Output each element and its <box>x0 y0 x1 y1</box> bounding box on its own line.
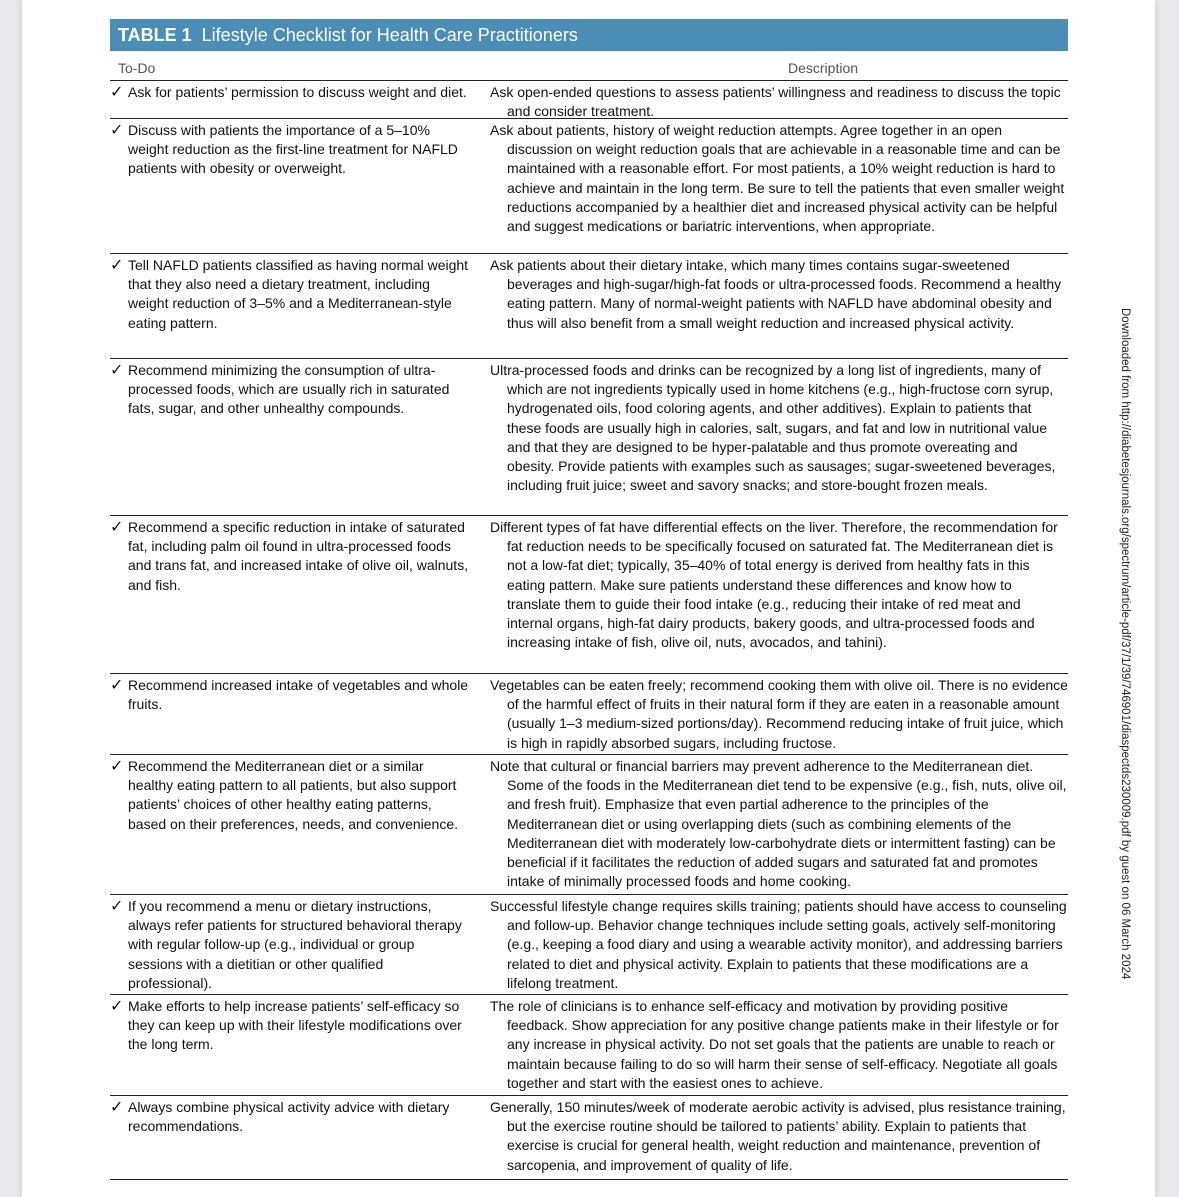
todo-text: Recommend the Mediterranean diet or a similar healthy eating pattern to all patients, but also support patients’ choices of other healthy eating patterns, based on their preferences, needs, and convenience. <box>128 758 459 832</box>
todo-text: Ask for patients’ permission to discuss weight and diet. <box>128 84 467 100</box>
table-header <box>110 56 1068 81</box>
description-cell <box>490 755 1068 894</box>
table-row <box>110 995 1068 1096</box>
description-header: Description <box>787 60 859 76</box>
todo-cell <box>110 516 490 673</box>
description-cell <box>490 359 1068 515</box>
description-text: Ask patients about their dietary intake, which many times contains sugar-sweetened beverages and high-sugar/high-fat foods or ultra-processed foods. Recommend a healthy eating pattern. Many of normal-weight patients with NAFLD have abdominal obesity and thus will also benefit from a small weight reduction and increased physical activity. <box>490 257 1062 331</box>
todo-header: To-Do <box>118 60 156 76</box>
checkmark-icon: ✓ <box>110 519 124 536</box>
table-row <box>110 81 1068 119</box>
table-row <box>110 119 1068 254</box>
description-cell <box>490 254 1068 358</box>
description-cell <box>490 895 1068 994</box>
description-text: Ask open-ended questions to assess patients’ willingness and readiness to discuss the topic and consider treatment. <box>490 84 1061 120</box>
todo-cell <box>110 254 490 358</box>
checkmark-icon: ✓ <box>110 998 124 1015</box>
table-row <box>110 755 1068 895</box>
todo-text: If you recommend a menu or dietary instructions, always refer patients for structured behavioral therapy with regular follow-up (e.g., individual or group sessions with a dietitian or other qualified professional). <box>128 898 462 991</box>
todo-text: Recommend increased intake of vegetables and whole fruits. <box>128 677 469 713</box>
download-note: Downloaded from http://diabetesjournals.org/spectrum/article-pdf/37/1/39/746901/diaspectds230009.pdf by guest on 06 March 2024 <box>1119 308 1131 980</box>
todo-cell <box>110 755 490 894</box>
table-row <box>110 254 1068 359</box>
description-text: The role of clinicians is to enhance self-efficacy and motivation by providing positive feedback. Show appreciation for any positive change patients make in their lifestyle or for any increase in physical activity. Do not set goals that the patients are unable to reach or maintain because failing to do so will harm their sense of self-efficacy. Negotiate all goals together and start with the easiest ones to achieve. <box>490 998 1059 1091</box>
todo-text: Tell NAFLD patients classified as having normal weight that they also need a dietary treatment, including weight reduction of 3–5% and a Mediterranean-style eating pattern. <box>128 257 469 331</box>
checkmark-icon: ✓ <box>110 758 124 775</box>
description-text: Different types of fat have differential effects on the liver. Therefore, the recommendation for fat reduction needs to be specifically focused on saturated fat. The Mediterranean diet is not a low-fat diet; typically, 35–40% of total energy is derived from healthy fats in this eating pattern. Make sure patients understand these differences and know how to translate them to guide their food intake (e.g., reducing their intake of red meat and internal organs, high-fat dairy products, bakery goods, and ultra-processed foods and increasing intake of fish, olive oil, nuts, avocados, and tahini). <box>490 519 1058 651</box>
description-text: Ask about patients, history of weight reduction attempts. Agree together in an open discussion on weight reduction goals that are achievable in a reasonable time and can be maintained with a reasonable effort. For most patients, a 10% weight reduction is hard to achieve and maintain in the long term. Be sure to tell the patients that even smaller weight reductions accompanied by a healthier diet and increased physical activity can be helpful and suggest medications or bariatric interventions, when appropriate. <box>490 122 1065 235</box>
todo-cell <box>110 674 490 754</box>
todo-cell <box>110 995 490 1095</box>
todo-cell <box>110 1096 490 1179</box>
description-cell <box>490 119 1068 253</box>
checkmark-icon: ✓ <box>110 898 124 915</box>
checkmark-icon: ✓ <box>110 257 124 274</box>
table-row <box>110 1096 1068 1180</box>
checkmark-icon: ✓ <box>110 84 124 101</box>
document-page <box>22 0 1155 1197</box>
todo-text: Make efforts to help increase patients’ self-efficacy so they can keep up with their lifestyle modifications over the long term. <box>128 998 462 1053</box>
table-body <box>110 81 1068 1180</box>
checkmark-icon: ✓ <box>110 1099 124 1116</box>
todo-text: Recommend minimizing the consumption of ultra-processed foods, which are usually rich in saturated fats, sugar, and other unhealthy compounds. <box>128 362 450 417</box>
description-cell <box>490 81 1068 118</box>
checkmark-icon: ✓ <box>110 362 124 379</box>
todo-cell <box>110 81 490 118</box>
table-row <box>110 359 1068 516</box>
description-cell <box>490 1096 1068 1179</box>
table-title: Lifestyle Checklist for Health Care Practitioners <box>201 25 578 45</box>
checklist-table <box>110 56 1068 1180</box>
description-text: Generally, 150 minutes/week of moderate aerobic activity is advised, plus resistance training, but the exercise routine should be tailored to patients’ ability. Explain to patients that exercise is crucial for general health, weight reduction and maintenance, prevention of sarcopenia, and improvement of quality of life. <box>490 1099 1066 1173</box>
todo-text: Discuss with patients the importance of a 5–10% weight reduction as the first-line treatment for NAFLD patients with obesity or overweight. <box>128 122 458 177</box>
todo-cell <box>110 119 490 253</box>
table-label: TABLE 1 <box>118 25 192 45</box>
checkmark-icon: ✓ <box>110 677 124 694</box>
table-caption <box>110 19 1068 51</box>
description-cell <box>490 674 1068 754</box>
description-cell <box>490 995 1068 1095</box>
todo-text: Recommend a specific reduction in intake of saturated fat, including palm oil found in ultra-processed foods and trans fat, and increased intake of olive oil, walnuts, and fish. <box>128 519 469 593</box>
description-text: Vegetables can be eaten freely; recommend cooking them with olive oil. There is no evidence of the harmful effect of fruits in their natural form if they are eaten in a reasonable amount (usually 1–3 medium-sized portions/day). Recommend reducing intake of fruit juice, which is high in rapidly absorbed sugars, including fructose. <box>490 677 1068 751</box>
todo-cell <box>110 895 490 994</box>
description-text: Successful lifestyle change requires skills training; patients should have access to counseling and follow-up. Behavior change techniques include setting goals, actively self-monitoring (e.g., keeping a food diary and using a wearable activity monitor), and addressing barriers related to diet and physical activity. Explain to patients that these modifications are a lifelong treatment. <box>490 898 1067 991</box>
checkmark-icon: ✓ <box>110 122 124 139</box>
description-text: Ultra-processed foods and drinks can be recognized by a long list of ingredients, many of which are not ingredients typically used in home kitchens (e.g., high-fructose corn syrup, hydrogenated oils, food coloring agents, and other additives). Explain to patients that these foods are usually high in calories, salt, sugars, and fat and low in nutritional value and that they are designed to be hyper-palatable and thus promote overeating and obesity. Provide patients with examples such as sausages; sugar-sweetened beverages, including fruit juice; sweet and savory snacks; and store-bought frozen meals. <box>490 362 1056 494</box>
table-row <box>110 895 1068 995</box>
todo-cell <box>110 359 490 515</box>
table-row <box>110 516 1068 674</box>
description-text: Note that cultural or financial barriers may prevent adherence to the Mediterranean diet. Some of the foods in the Mediterranean diet tend to be expensive (e.g., fish, nuts, olive oil, and fresh fruit). Emphasize that even partial adherence to the principles of the Mediterranean diet or using overlapping diets (such as combining elements of the Mediterranean diet with moderately low-carbohydrate diets or intermittent fasting) can be beneficial if it facilitates the reduction of added sugars and saturated fat and promotes intake of minimally processed foods and home cooking. <box>490 758 1067 890</box>
table-row <box>110 674 1068 755</box>
description-cell <box>490 516 1068 673</box>
todo-text: Always combine physical activity advice with dietary recommendations. <box>128 1099 450 1135</box>
